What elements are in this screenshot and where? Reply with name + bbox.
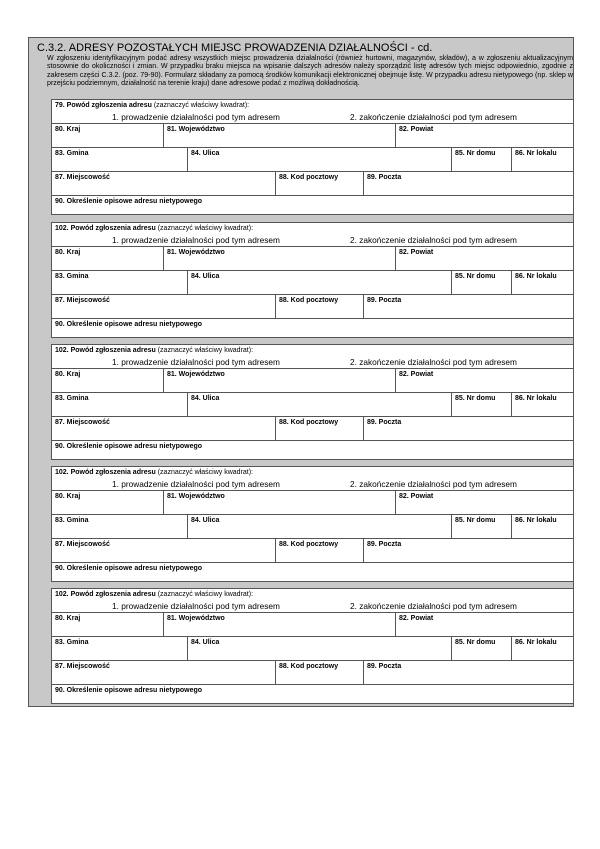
option-end[interactable]: 2. zakończenie działalności pod tym adresem xyxy=(350,235,517,245)
house-number-field[interactable]: 85. Nr domu xyxy=(455,273,496,280)
country-field[interactable]: 80. Kraj xyxy=(55,371,81,378)
atypical-address-field[interactable]: 90. Określenie opisowe adresu nietypowego xyxy=(55,687,203,694)
post-office-field[interactable]: 89. Poczta xyxy=(367,419,402,426)
post-office-field[interactable]: 89. Poczta xyxy=(367,297,402,304)
house-number-field[interactable]: 85. Nr domu xyxy=(455,150,496,157)
county-field[interactable]: 82. Powiat xyxy=(399,493,434,500)
street-field[interactable]: 84. Ulica xyxy=(191,517,220,524)
reason-label: 102. Powód zgłoszenia adresu (zaznaczyć właściwy kwadrat): xyxy=(55,225,254,232)
voivodeship-field[interactable]: 81. Województwo xyxy=(167,249,225,256)
post-office-field[interactable]: 89. Poczta xyxy=(367,174,402,181)
locality-field[interactable]: 87. Miejscowość xyxy=(55,297,110,304)
street-field[interactable]: 84. Ulica xyxy=(191,273,220,280)
municipality-field[interactable]: 83. Gmina xyxy=(55,517,89,524)
address-block xyxy=(51,222,574,338)
house-number-field[interactable]: 85. Nr domu xyxy=(455,395,496,402)
apartment-number-field[interactable]: 86. Nr lokalu xyxy=(515,639,557,646)
address-block xyxy=(51,588,574,704)
apartment-number-field[interactable]: 86. Nr lokalu xyxy=(515,150,557,157)
reason-label: 79. Powód zgłoszenia adresu (zaznaczyć właściwy kwadrat): xyxy=(55,102,250,109)
country-field[interactable]: 80. Kraj xyxy=(55,493,81,500)
address-block xyxy=(51,99,574,215)
option-end[interactable]: 2. zakończenie działalności pod tym adresem xyxy=(350,112,517,122)
post-office-field[interactable]: 89. Poczta xyxy=(367,541,402,548)
option-continue[interactable]: 1. prowadzenie działalności pod tym adresem xyxy=(112,357,280,367)
street-field[interactable]: 84. Ulica xyxy=(191,150,220,157)
option-end[interactable]: 2. zakończenie działalności pod tym adresem xyxy=(350,479,517,489)
street-field[interactable]: 84. Ulica xyxy=(191,639,220,646)
option-continue[interactable]: 1. prowadzenie działalności pod tym adresem xyxy=(112,112,280,122)
house-number-field[interactable]: 85. Nr domu xyxy=(455,517,496,524)
reason-label: 102. Powód zgłoszenia adresu (zaznaczyć właściwy kwadrat): xyxy=(55,591,254,598)
atypical-address-field[interactable]: 90. Określenie opisowe adresu nietypowego xyxy=(55,443,203,450)
form-section-c32 xyxy=(28,37,574,707)
reason-label: 102. Powód zgłoszenia adresu (zaznaczyć właściwy kwadrat): xyxy=(55,347,254,354)
section-instructions: W zgłoszeniu identyfikacyjnym podać adresy wszystkich miejsc prowadzenia działalności (również hurtowni, magazynów, składów), a w zgłoszeniu aktualizacyjnym stosownie do okoliczności i zmian. W przypadku braku miejsca na wpisanie dalszych adresów należy sporządzić listę adresów tych miejsc odpowiednio, zgodnie z zakresem części C.3.2. (poz. 79-90). Formularz składany za pomocą środków komunikacji elektronicznej obejmuje listę. W przypadku adresu nietypowego (np. sklep w przejściu podziemnym, działalność na terenie kraju) dane adresowe podać z możliwą dokładnością. xyxy=(47,54,573,87)
postal-code-field[interactable]: 88. Kod pocztowy xyxy=(279,297,339,304)
county-field[interactable]: 82. Powiat xyxy=(399,371,434,378)
postal-code-field[interactable]: 88. Kod pocztowy xyxy=(279,174,339,181)
country-field[interactable]: 80. Kraj xyxy=(55,615,81,622)
county-field[interactable]: 82. Powiat xyxy=(399,126,434,133)
locality-field[interactable]: 87. Miejscowość xyxy=(55,541,110,548)
apartment-number-field[interactable]: 86. Nr lokalu xyxy=(515,273,557,280)
locality-field[interactable]: 87. Miejscowość xyxy=(55,174,110,181)
postal-code-field[interactable]: 88. Kod pocztowy xyxy=(279,541,339,548)
atypical-address-field[interactable]: 90. Określenie opisowe adresu nietypowego xyxy=(55,321,203,328)
post-office-field[interactable]: 89. Poczta xyxy=(367,663,402,670)
section-title: C.3.2. ADRESY POZOSTAŁYCH MIEJSC PROWADZENIA DZIAŁALNOŚCI - cd. xyxy=(37,42,433,54)
option-continue[interactable]: 1. prowadzenie działalności pod tym adresem xyxy=(112,235,280,245)
voivodeship-field[interactable]: 81. Województwo xyxy=(167,493,225,500)
house-number-field[interactable]: 85. Nr domu xyxy=(455,639,496,646)
postal-code-field[interactable]: 88. Kod pocztowy xyxy=(279,419,339,426)
county-field[interactable]: 82. Powiat xyxy=(399,249,434,256)
address-block xyxy=(51,466,574,582)
voivodeship-field[interactable]: 81. Województwo xyxy=(167,615,225,622)
option-continue[interactable]: 1. prowadzenie działalności pod tym adresem xyxy=(112,479,280,489)
option-end[interactable]: 2. zakończenie działalności pod tym adresem xyxy=(350,357,517,367)
street-field[interactable]: 84. Ulica xyxy=(191,395,220,402)
voivodeship-field[interactable]: 81. Województwo xyxy=(167,371,225,378)
reason-label: 102. Powód zgłoszenia adresu (zaznaczyć właściwy kwadrat): xyxy=(55,469,254,476)
atypical-address-field[interactable]: 90. Określenie opisowe adresu nietypowego xyxy=(55,565,203,572)
address-block xyxy=(51,344,574,460)
county-field[interactable]: 82. Powiat xyxy=(399,615,434,622)
municipality-field[interactable]: 83. Gmina xyxy=(55,395,89,402)
municipality-field[interactable]: 83. Gmina xyxy=(55,150,89,157)
voivodeship-field[interactable]: 81. Województwo xyxy=(167,126,225,133)
municipality-field[interactable]: 83. Gmina xyxy=(55,639,89,646)
apartment-number-field[interactable]: 86. Nr lokalu xyxy=(515,517,557,524)
apartment-number-field[interactable]: 86. Nr lokalu xyxy=(515,395,557,402)
postal-code-field[interactable]: 88. Kod pocztowy xyxy=(279,663,339,670)
country-field[interactable]: 80. Kraj xyxy=(55,126,81,133)
locality-field[interactable]: 87. Miejscowość xyxy=(55,663,110,670)
municipality-field[interactable]: 83. Gmina xyxy=(55,273,89,280)
atypical-address-field[interactable]: 90. Określenie opisowe adresu nietypowego xyxy=(55,198,203,205)
option-end[interactable]: 2. zakończenie działalności pod tym adresem xyxy=(350,601,517,611)
country-field[interactable]: 80. Kraj xyxy=(55,249,81,256)
option-continue[interactable]: 1. prowadzenie działalności pod tym adresem xyxy=(112,601,280,611)
locality-field[interactable]: 87. Miejscowość xyxy=(55,419,110,426)
